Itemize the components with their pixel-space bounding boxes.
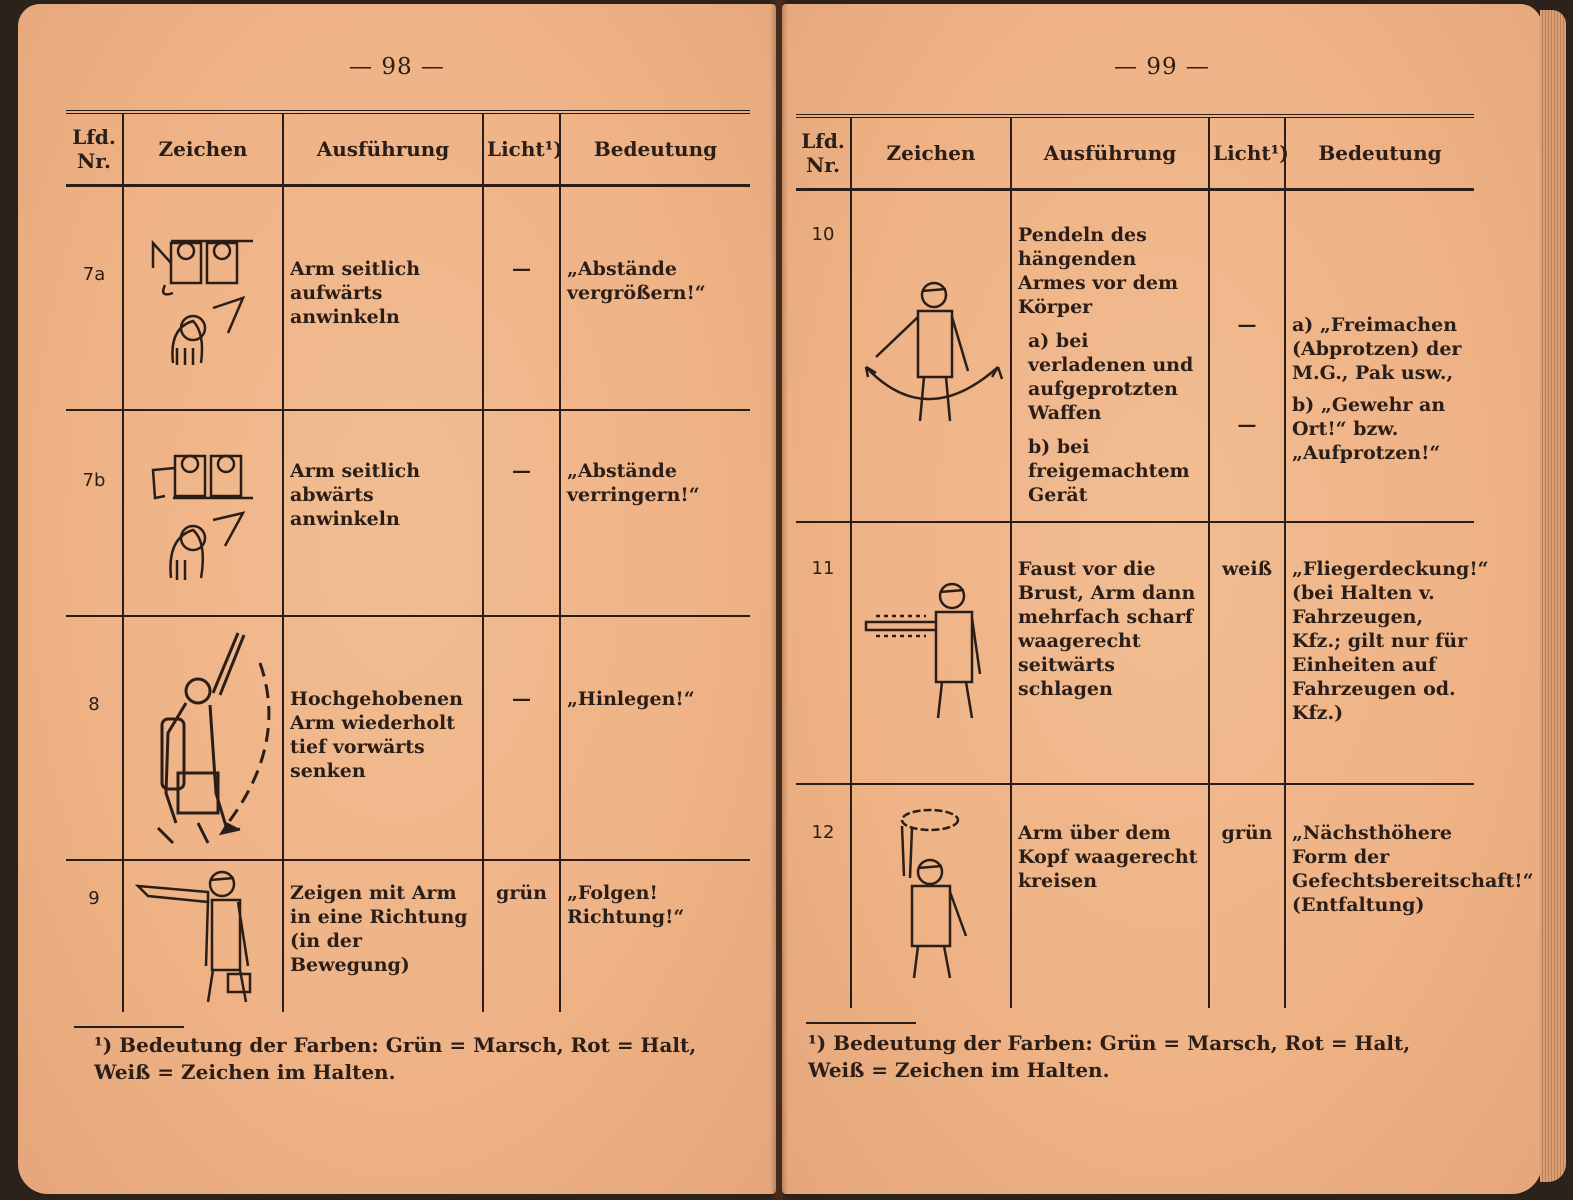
header-bedeutung: Bedeutung [560, 112, 750, 186]
table-row [796, 190, 1474, 522]
header-zeichen: Zeichen [851, 116, 1011, 190]
light-value: — [483, 410, 560, 616]
page-number: — 99 — [1114, 54, 1210, 80]
light-value-a: — [1237, 314, 1257, 336]
soldier-arm-sideways-icon [856, 578, 1006, 728]
execution-text: Zeigen mit Arm in eine Richtung (in der Bewegung) [283, 860, 483, 1012]
light-value: — [483, 186, 560, 410]
meaning-option-b: b) „Gewehr an Ort!“ bzw. „Aufprotzen!“ [1292, 394, 1446, 464]
table-header-row [796, 116, 1474, 190]
signal-table [796, 114, 1534, 1008]
soldier-arm-circling-icon [866, 806, 996, 986]
header-nr: Lfd. Nr. [66, 112, 123, 186]
header-nr: Lfd. Nr. [796, 116, 851, 190]
row-number: 11 [796, 522, 851, 784]
execution-cell [1011, 190, 1209, 522]
light-value: — [483, 616, 560, 860]
meaning-text: „Abstände vergrößern!“ [560, 186, 750, 410]
signal-figure [123, 860, 283, 1012]
meaning-text: „Fliegerdeckung!“ (bei Halten v. Fahrzeugen, Kfz.; gilt nur für Einheiten auf Fahrzeugen od. Kfz.) [1285, 522, 1474, 784]
signal-figure [123, 186, 283, 410]
table-row [66, 616, 750, 860]
signal-figure [851, 784, 1011, 1008]
header-licht: Licht¹) [483, 112, 560, 186]
meaning-cell [1285, 190, 1474, 522]
signal-figure [123, 616, 283, 860]
row-number: 7a [66, 186, 123, 410]
footnote: ¹) Bedeutung der Farben: Grün = Marsch, Rot = Halt, Weiß = Zeichen im Halten. [808, 1031, 1411, 1082]
page-number: — 98 — [349, 54, 445, 80]
light-value: grün [483, 860, 560, 1012]
table-row [66, 186, 750, 410]
right-page [782, 4, 1542, 1194]
left-page [18, 4, 776, 1194]
header-ausfuehrung: Ausführung [283, 112, 483, 186]
header-licht: Licht¹) [1209, 116, 1285, 190]
execution-text: Pendeln des hängenden Armes vor dem Körper [1018, 224, 1179, 318]
execution-option-b: b) bei freigemachtem Gerät [1028, 436, 1190, 506]
soldier-pointing-icon [128, 866, 278, 1006]
table-row [66, 860, 750, 1012]
meaning-text: „Nächsthöhere Form der Gefechtsbereitschaft!“ (Entfaltung) [1292, 821, 1534, 916]
signal-figure [851, 190, 1011, 522]
footnote-divider [806, 1022, 916, 1024]
row-number: 8 [66, 616, 123, 860]
signal-table [66, 110, 750, 1012]
book-gutter [770, 0, 788, 1200]
table-row [796, 522, 1474, 784]
page-edges [1540, 10, 1566, 1182]
light-value: grün [1209, 784, 1285, 1008]
soldier-arm-angled-up-icon [143, 223, 263, 373]
row-number: 10 [796, 190, 851, 522]
execution-text: Arm über dem Kopf waagerecht kreisen [1011, 784, 1209, 1008]
footnote-divider [74, 1026, 184, 1028]
signal-figure [123, 410, 283, 616]
header-zeichen: Zeichen [123, 112, 283, 186]
soldier-arm-angled-down-icon [143, 438, 263, 588]
header-bedeutung: Bedeutung [1285, 116, 1474, 190]
row-number: 12 [796, 784, 851, 1008]
row-number: 7b [66, 410, 123, 616]
soldier-pendulum-arm-icon [856, 281, 1006, 431]
light-cell [1209, 190, 1285, 522]
execution-text: Arm seitlich abwärts anwinkeln [283, 410, 483, 616]
row-number: 9 [66, 860, 123, 1012]
footnote: ¹) Bedeutung der Farben: Grün = Marsch, Rot = Halt, Weiß = Zeichen im Halten. [94, 1033, 697, 1084]
table-header-row [66, 112, 750, 186]
meaning-text: „Folgen! Richtung!“ [567, 881, 685, 928]
table-row [796, 784, 1474, 1008]
soldier-arm-lowering-icon [128, 623, 278, 853]
light-value-b: — [1237, 414, 1257, 436]
table-row [66, 410, 750, 616]
execution-text: Hochgehobenen Arm wiederholt tief vorwärts senken [283, 616, 483, 860]
execution-text: Faust vor die Brust, Arm dann mehrfach scharf waagerecht seitwärts schlagen [1011, 522, 1209, 784]
execution-text: Arm seitlich aufwärts anwinkeln [283, 186, 483, 410]
meaning-text: „Hinlegen!“ [560, 616, 750, 860]
meaning-option-a: a) „Freimachen (Abprotzen) der M.G., Pak usw., [1292, 314, 1462, 384]
light-value: weiß [1209, 522, 1285, 784]
header-ausfuehrung: Ausführung [1011, 116, 1209, 190]
signal-figure [851, 522, 1011, 784]
execution-option-a: a) bei verladenen und aufgeprotzten Waffen [1028, 330, 1194, 424]
meaning-text: „Abstände verringern!“ [560, 410, 750, 616]
